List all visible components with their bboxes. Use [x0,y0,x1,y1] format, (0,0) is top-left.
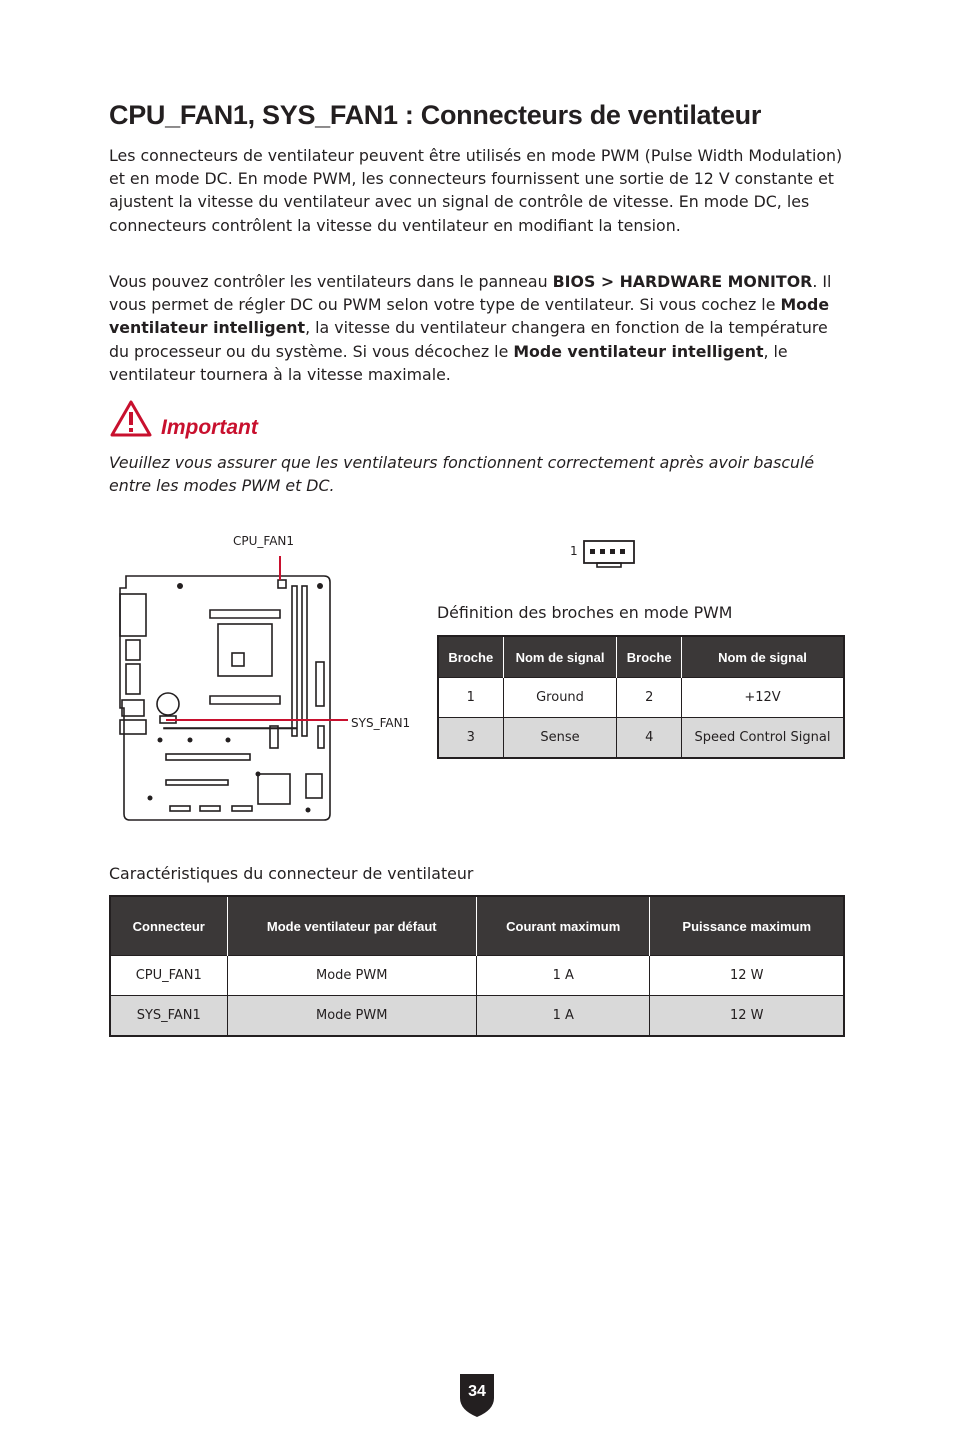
control-text-2: . Il vous permet de régler DC ou PWM selon votre type de ventilateur. Si vous cochez le [109,272,832,315]
pwm-table-caption: Définition des broches en mode PWM [437,603,733,622]
fan-connector-icon [583,540,635,568]
smart-fan-mode-term: Mode ventilateur intelligent [109,295,830,338]
column-header: Broche [617,636,682,678]
table-cell: CPU_FAN1 [110,956,227,996]
column-header: Puissance maximum [650,896,844,956]
fan-spec-table [109,895,845,1037]
warning-icon [109,399,153,439]
table-cell: Ground [503,678,617,718]
table-cell: 4 [617,718,682,759]
control-paragraph [109,270,849,386]
table-cell: 12 W [650,956,844,996]
bios-menu-path: BIOS > HARDWARE MONITOR [552,272,813,291]
column-header: Nom de signal [503,636,617,678]
table-cell: Sense [503,718,617,759]
page-number: 34 [468,1383,486,1400]
table-cell: 12 W [650,996,844,1037]
table-row [438,678,844,718]
motherboard-diagram [110,528,430,828]
table-cell: Mode PWM [227,956,476,996]
spec-table-caption: Caractéristiques du connecteur de ventilateur [109,864,474,883]
table-cell: +12V [681,678,844,718]
control-text-3: , la vitesse du ventilateur changera en fonction de la température du processeur ou du système. Si vous décochez le [109,318,828,361]
control-text-4: , le ventilateur tournera à la vitesse maximale. [109,341,788,384]
column-header: Broche [438,636,503,678]
table-row [110,956,844,996]
pin-one-label: 1 [570,544,578,558]
column-header: Courant maximum [476,896,650,956]
table-cell: 3 [438,718,503,759]
cpu-fan-label: CPU_FAN1 [233,534,295,548]
table-cell: Mode PWM [227,996,476,1037]
sys-fan-label: SYS_FAN1 [351,716,411,730]
important-note: Veuillez vous assurer que les ventilateurs fonctionnent correctement après avoir basculé entre les modes PWM et DC. [109,453,815,496]
column-header: Connecteur [110,896,227,956]
smart-fan-mode-term-2: Mode ventilateur intelligent [513,341,764,361]
table-header-row [438,636,844,678]
table-cell: SYS_FAN1 [110,996,227,1037]
important-label: Important [161,416,258,439]
table-header-row [110,896,844,956]
intro-paragraph: Les connecteurs de ventilateur peuvent être utilisés en mode PWM (Pulse Width Modulation) et en mode DC. En mode PWM, les connecteurs fournissent une sortie de 12 V constante et ajustent la vitesse du ventilateur avec un signal de contrôle de vitesse. En mode DC, les connecteurs contrôlent la vitesse du ventilateur en modifiant la tension. [109,146,843,235]
page-title: CPU_FAN1, SYS_FAN1 : Connecteurs de ventilateur [109,100,762,130]
control-text-1: Vous pouvez contrôler les ventilateurs dans le panneau [109,272,553,291]
table-cell: 1 A [476,996,650,1037]
table-cell: Speed Control Signal [681,718,844,759]
column-header: Mode ventilateur par défaut [227,896,476,956]
table-row [110,996,844,1037]
table-cell: 1 [438,678,503,718]
table-row [438,718,844,759]
pwm-pin-table [437,635,845,759]
column-header: Nom de signal [681,636,844,678]
table-cell: 1 A [476,956,650,996]
table-cell: 2 [617,678,682,718]
